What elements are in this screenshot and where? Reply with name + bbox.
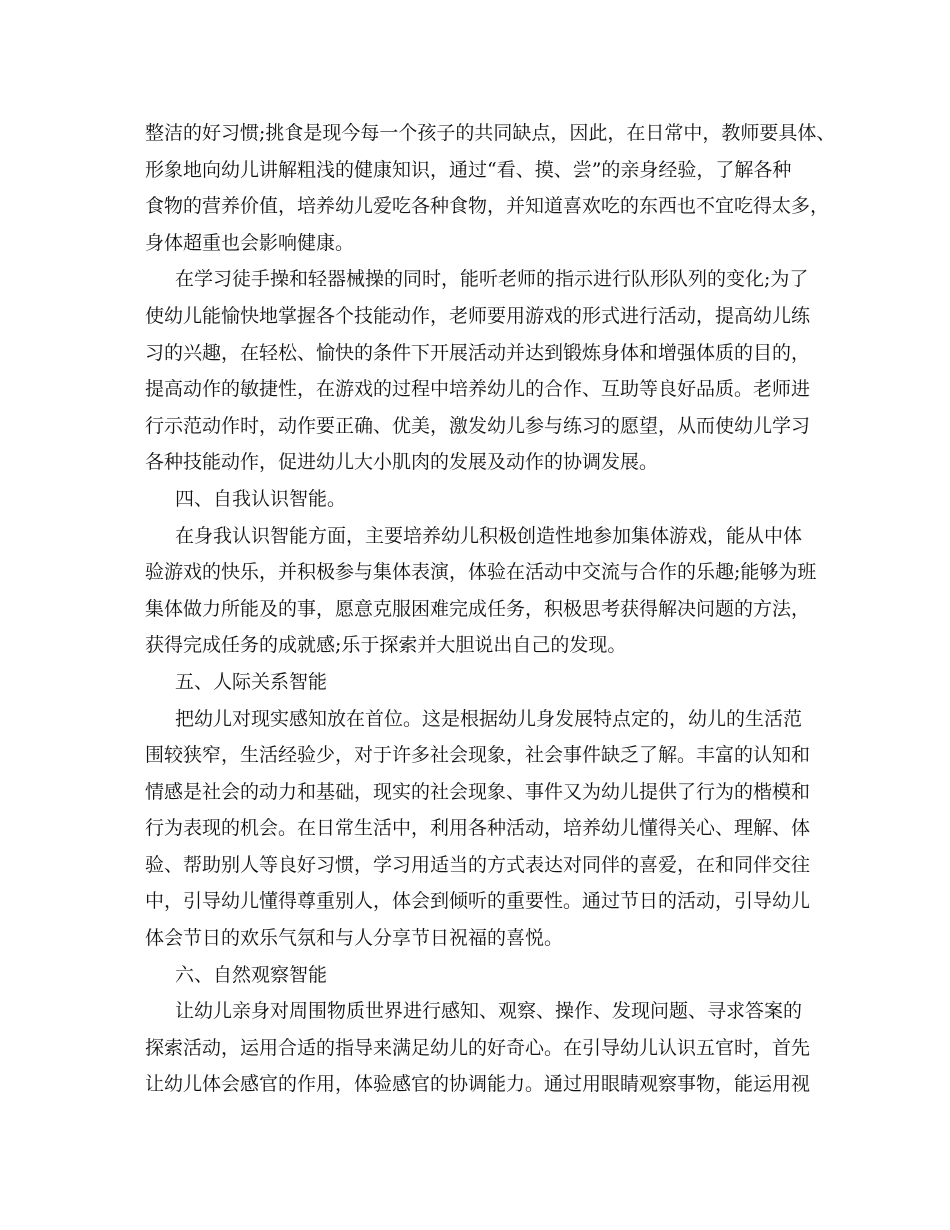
- text-line: 形象地向幼儿讲解粗浅的健康知识，通过“看、摸、尝”的亲身经验，了解各种: [145, 158, 792, 181]
- text-line: 行为表现的机会。在日常生活中，利用各种活动，培养幼儿懂得关心、理解、体: [145, 817, 811, 840]
- paragraph-first-line: 把幼儿对现实感知放在首位。这是根据幼儿身发展特点定的，幼儿的生活范: [175, 707, 803, 730]
- text-line: 体会节日的欢乐气氛和与人分享节日祝福的喜悦。: [145, 927, 564, 950]
- text-line: 习的兴趣，在轻松、愉快的条件下开展活动并达到锻炼身体和增强体质的目的，: [145, 341, 811, 364]
- text-line: 验、帮助别人等良好习惯，学习用适当的方式表达对同伴的喜爱，在和同伴交往: [145, 853, 811, 876]
- paragraph-first-line: 在身我认识智能方面，主要培养幼儿积极创造性地参加集体游戏，能从中体: [175, 524, 803, 547]
- text-line: 整洁的好习惯;挑食是现今每一个孩子的共同缺点，因此，在日常中，教师要具体、: [145, 122, 836, 144]
- text-line: 验游戏的快乐，并积极参与集体表演，体验在活动中交流与合作的乐趣;能够为班: [145, 561, 817, 584]
- paragraph-first-line: 六、自然观察智能: [175, 963, 328, 986]
- text-line: 食物的营养价值，培养幼儿爱吃各种食物，并知道喜欢吃的东西也不宜吃得太多，: [145, 195, 830, 218]
- text-line: 让幼儿体会感官的作用，体验感官的协调能力。通过用眼睛观察事物，能运用视: [145, 1073, 811, 1096]
- text-line: 集体做力所能及的事，愿意克服困难完成任务，积极思考获得解决问题的方法，: [145, 597, 811, 620]
- paragraph-first-line: 在学习徒手操和轻器械操的同时，能听老师的指示进行队形队列的变化;为了: [175, 268, 809, 291]
- text-line: 获得完成任务的成就感;乐于探索并大胆说出自己的发现。: [145, 634, 627, 657]
- text-line: 行示范动作时，动作要正确、优美，激发幼儿参与练习的愿望，从而使幼儿学习: [145, 414, 811, 437]
- paragraph-first-line: 五、人际关系智能: [175, 670, 328, 693]
- text-line: 各种技能动作，促进幼儿大小肌肉的发展及动作的协调发展。: [145, 451, 659, 474]
- text-line: 围较狭窄，生活经验少，对于许多社会现象，社会事件缺乏了解。丰富的认知和: [145, 744, 811, 767]
- paragraph-first-line: 四、自我认识智能。: [175, 487, 347, 510]
- text-line: 探索活动，运用合适的指导来满足幼儿的好奇心。在引导幼儿认识五官时，首先: [145, 1036, 811, 1059]
- text-line: 使幼儿能愉快地掌握各个技能动作，老师要用游戏的形式进行活动，提高幼儿练: [145, 304, 811, 327]
- text-line: 情感是社会的动力和基础，现实的社会现象、事件又为幼儿提供了行为的楷模和: [145, 780, 811, 803]
- text-line: 提高动作的敏捷性，在游戏的过程中培养幼儿的合作、互助等良好品质。老师进: [145, 378, 811, 401]
- paragraph-first-line: 让幼儿亲身对周围物质世界进行感知、观察、操作、发现问题、寻求答案的: [175, 1000, 803, 1023]
- text-line: 身体超重也会影响健康。: [145, 231, 355, 254]
- text-line: 中，引导幼儿懂得尊重别人，体会到倾听的重要性。通过节日的活动，引导幼儿: [145, 890, 811, 913]
- document-body: [145, 115, 836, 1103]
